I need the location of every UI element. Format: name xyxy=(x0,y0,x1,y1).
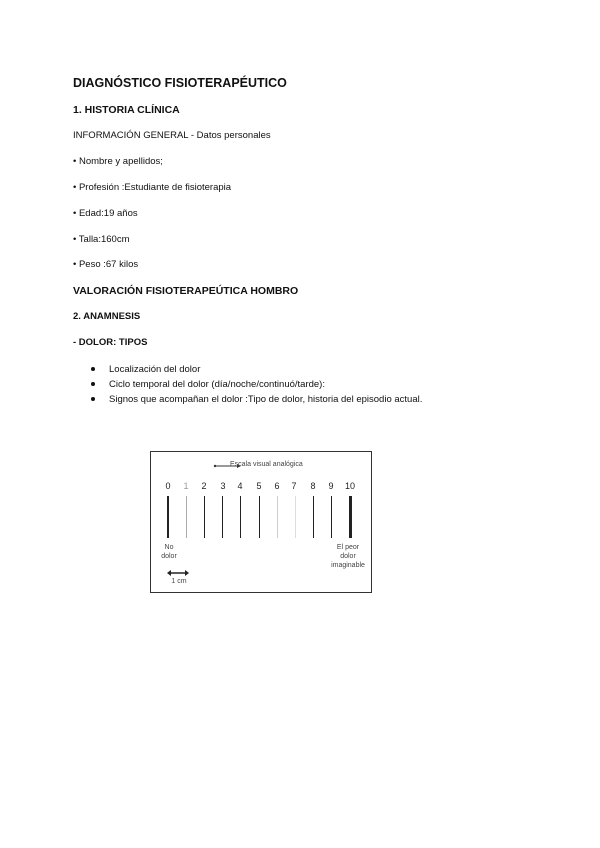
vas-number: 0 xyxy=(165,481,171,491)
vas-line xyxy=(313,496,314,538)
dolor-tipos-subheading: - DOLOR: TIPOS xyxy=(73,337,148,348)
vas-number: 10 xyxy=(344,481,355,491)
bullet-dot-icon xyxy=(91,382,95,386)
document-title: DIAGNÓSTICO FISIOTERAPÉUTICO xyxy=(73,76,287,90)
vas-line xyxy=(186,496,187,538)
bullet-signos: Signos que acompañan el dolor :Tipo de dolor, historia del episodio actual. xyxy=(109,394,423,405)
info-item-height: • Talla:160cm xyxy=(73,234,130,245)
vas-number: 7 xyxy=(291,481,297,491)
vas-line xyxy=(277,496,278,538)
vas-line xyxy=(167,496,169,538)
vas-line xyxy=(259,496,260,538)
info-item-profession: • Profesión :Estudiante de fisioterapia xyxy=(73,182,232,193)
visual-analog-scale-figure xyxy=(150,451,372,593)
vas-line xyxy=(222,496,223,538)
section-1-heading: 1. HISTORIA CLÍNICA xyxy=(73,104,180,116)
vas-line xyxy=(349,496,352,538)
bullet-ciclo-temporal: Ciclo temporal del dolor (día/noche/continuó/tarde): xyxy=(109,379,325,390)
vas-line xyxy=(204,496,205,538)
vas-line xyxy=(240,496,241,538)
vas-scale-label: 1 cm xyxy=(171,578,187,585)
vas-title: Escala visual analógica xyxy=(230,461,303,468)
vas-number: 6 xyxy=(274,481,280,491)
vas-number: 5 xyxy=(256,481,262,491)
bullet-dot-icon xyxy=(91,397,95,401)
vas-number: 2 xyxy=(201,481,207,491)
vas-left-label: No dolor xyxy=(161,544,177,560)
vas-right-label: El peor dolor imaginable xyxy=(331,544,365,569)
info-item-age: • Edad:19 años xyxy=(73,208,138,219)
bullet-dot-icon xyxy=(91,367,95,371)
vas-number: 3 xyxy=(220,481,226,491)
vas-line xyxy=(295,496,296,538)
info-item-name: • Nombre y apellidos; xyxy=(73,156,163,167)
info-item-weight: • Peso :67 kilos xyxy=(73,259,139,270)
valoracion-heading: VALORACIÓN FISIOTERAPEÚTICA HOMBRO xyxy=(73,285,299,297)
section-2-heading: 2. ANAMNESIS xyxy=(73,311,141,322)
vas-number: 4 xyxy=(237,481,243,491)
vas-arrow-graphics xyxy=(151,452,373,594)
vas-number: 1 xyxy=(183,481,189,491)
vas-number: 9 xyxy=(328,481,334,491)
vas-line xyxy=(331,496,332,538)
vas-number: 8 xyxy=(310,481,316,491)
bullet-localizacion: Localización del dolor xyxy=(109,364,201,375)
general-info-subheading: INFORMACIÓN GENERAL - Datos personales xyxy=(73,130,271,141)
